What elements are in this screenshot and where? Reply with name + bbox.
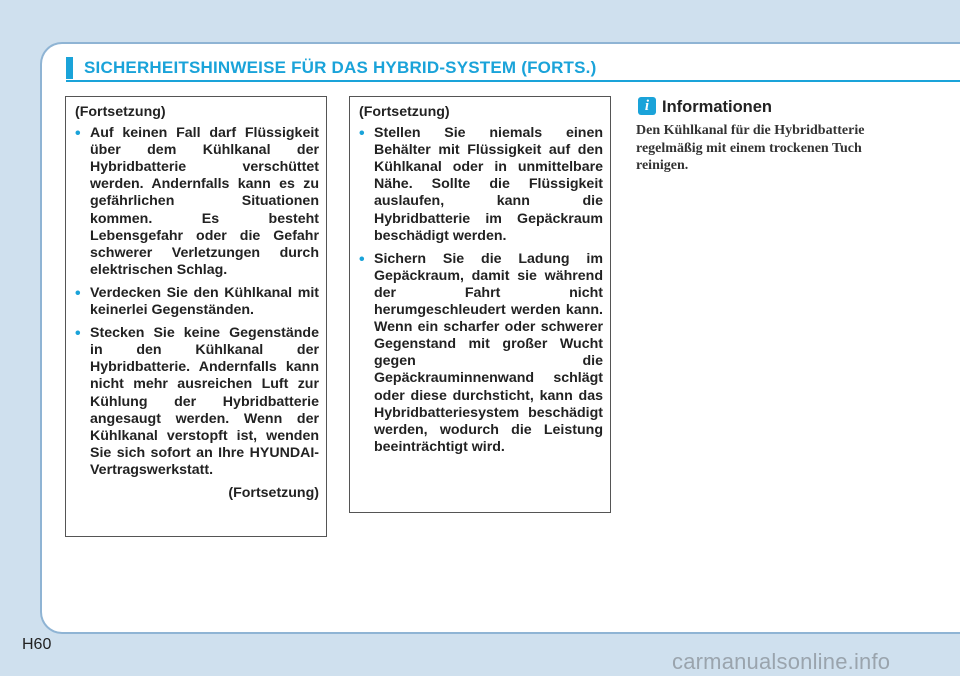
section-title: SICHERHEITSHINWEISE FÜR DAS HYBRID-SYSTEM (FORTS.) xyxy=(84,58,597,77)
continuation-header: (Fortsetzung) xyxy=(359,104,450,120)
section-title-marker xyxy=(66,57,73,79)
info-icon: i xyxy=(638,97,656,115)
continuation-header: (Fortsetzung) xyxy=(75,104,166,120)
info-heading: Informationen xyxy=(662,98,772,116)
warning-item: • Stellen Sie niemals einen Behälter mit Flüssigkeit auf den Kühlkanal oder in unmittelbare Nähe. Sollte die Flüssigkeit auslaufen, kann die Hybridbatterie im Gepäckraum beschädigt werden. xyxy=(359,125,603,245)
warning-box-middle xyxy=(349,96,611,513)
watermark: carmanualsonline.info xyxy=(672,649,891,674)
page-number: H60 xyxy=(22,636,52,653)
section-title-underline xyxy=(66,80,960,82)
info-text: Den Kühlkanal für die Hybridbatterie regelmäßig mit einem trockenen Tuch reinigen. xyxy=(636,123,865,173)
warning-item: • Verdecken Sie den Kühlkanal mit keinerlei Gegenständen. xyxy=(75,285,319,319)
warning-item: • Sichern Sie die Ladung im Gepäckraum, damit sie während der Fahrt nicht herumgeschleudert werden kann. Wenn ein scharfer oder schwerer Gegenstand mit großer Wucht gegen die Gepäckrauminnenwand schlägt oder diese durchsticht, kann das Hybridbatteriesystem beschädigt werden, wodurch die Leistung beeinträchtigt wird. xyxy=(359,251,603,456)
warning-box-left xyxy=(65,96,327,537)
warning-list xyxy=(75,125,319,479)
continuation-footer: (Fortsetzung) xyxy=(228,484,319,501)
warning-list xyxy=(359,125,603,456)
warning-item: • Auf keinen Fall darf Flüssigkeit über dem Kühlkanal der Hybridbatterie verschüttet werden. Andernfalls kann es zu gefährlichen Situationen kommen. Es besteht Lebensgefahr oder die Gefahr schwerer Verletzungen durch elektrischen Schlag. xyxy=(75,125,319,279)
warning-item: • Stecken Sie keine Gegenstände in den Kühlkanal der Hybridbatterie. Andernfalls kann nicht mehr ausreichen Luft zur Kühlung der Hybridbatterie angesaugt werden. Wenn der Kühlkanal verstopft ist, wenden Sie sich sofort an Ihre HYUNDAI-Vertragswerkstatt. xyxy=(75,325,319,479)
